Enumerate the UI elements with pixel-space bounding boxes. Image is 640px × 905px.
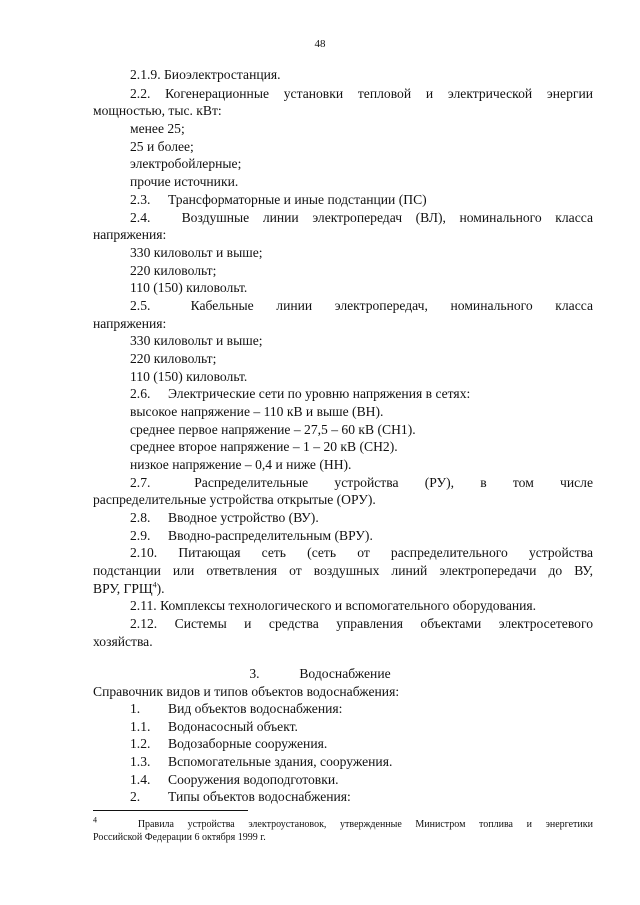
item-text: Водонасосный объект. [168, 719, 298, 734]
item-2-1-9: 2.1.9. Биоэлектростанция. [130, 67, 281, 82]
water-item-1-3 [130, 753, 593, 770]
item-text: Вид объектов водоснабжения: [168, 701, 343, 716]
item-2-3 [130, 191, 593, 208]
item-number: 2.7. [130, 475, 151, 490]
list-item: высокое напряжение – 110 кВ и выше (ВН). [130, 404, 384, 419]
item-text: Типы объектов водоснабжения: [168, 789, 351, 804]
item-number: 1.3. [130, 754, 151, 769]
item-2-10: 2.10. Питающая сеть (сеть от распределительного устройства [130, 545, 593, 560]
water-item-1 [130, 700, 593, 717]
item-2-4 [130, 209, 593, 226]
list-item: 330 киловольт и выше; [130, 245, 263, 260]
list-item: 220 киловольт; [130, 351, 217, 366]
list-item: среднее первое напряжение – 27,5 – 60 кВ (СН1). [130, 422, 416, 437]
footnote-divider [93, 810, 248, 811]
item-text: Электрические сети по уровню напряжения в сетях: [168, 386, 471, 401]
item-2-5 [130, 297, 593, 314]
item-2-5-cont: напряжения: [93, 316, 167, 331]
page-number: 48 [314, 38, 326, 50]
item-number: 2.8. [130, 510, 151, 525]
item-2-7-cont: распределительные устройства открытые (ОРУ). [93, 492, 376, 507]
item-number: 1.2. [130, 736, 151, 751]
section-intro: Справочник видов и типов объектов водоснабжения: [93, 684, 400, 699]
water-item-1-2 [130, 735, 593, 752]
item-number: 2.9. [130, 528, 151, 543]
water-item-1-4 [130, 771, 593, 788]
footnote-ref[interactable]: 4 [152, 580, 157, 590]
item-number: 2. [130, 789, 141, 804]
item-2-12-cont: хозяйства. [93, 634, 153, 649]
item-number: 2.4. [130, 210, 151, 225]
list-item: 110 (150) киловольт. [130, 369, 248, 384]
footnote-text-cont: Российской Федерации 6 октября 1999 г. [93, 832, 266, 843]
water-item-2 [130, 788, 593, 805]
item-2-7 [130, 474, 593, 491]
list-item: среднее второе напряжение – 1 – 20 кВ (СН2). [130, 439, 398, 454]
item-number: 2.5. [130, 298, 151, 313]
item-number: 1. [130, 701, 141, 716]
item-2-10-cont: подстанции или ответвления от воздушных линий электропередачи до ВУ, [93, 563, 593, 578]
water-item-1-1 [130, 718, 593, 735]
list-item: 220 киловольт; [130, 263, 217, 278]
item-text: Кабельные линии электропередач, номинального класса [190, 298, 593, 313]
item-2-4-cont: напряжения: [93, 227, 167, 242]
list-item: 330 киловольт и выше; [130, 333, 263, 348]
list-item: электробойлерные; [130, 156, 242, 171]
item-text: Трансформаторные и иные подстанции (ПС) [168, 192, 427, 207]
section-number: 3. [249, 666, 260, 681]
item-text: Вспомогательные здания, сооружения. [168, 754, 393, 769]
list-item: 110 (150) киловольт. [130, 280, 248, 295]
item-2-11: 2.11. Комплексы технологического и вспомогательного оборудования. [130, 598, 537, 613]
item-2-12: 2.12. Системы и средства управления объектами электросетевого [130, 616, 593, 631]
section-heading [0, 665, 640, 682]
item-text: Воздушные линии электропередач (ВЛ), номинального класса [181, 210, 593, 225]
item-number: 1.4. [130, 772, 151, 787]
item-2-2-cont: мощностью, тыс. кВт: [93, 103, 222, 118]
item-2-6 [130, 385, 593, 402]
item-text: Распределительные устройства (РУ), в том числе [194, 475, 593, 490]
item-2-8 [130, 509, 593, 526]
list-item: низкое напряжение – 0,4 и ниже (НН). [130, 457, 352, 472]
item-number: 2.6. [130, 386, 151, 401]
item-text: Вводное устройство (ВУ). [168, 510, 319, 525]
item-text: Водозаборные сооружения. [168, 736, 328, 751]
footnote-text: $^4$ Правила устройства электроустановок, утвержденные Министром топлива и энергетики [93, 815, 593, 830]
list-item: 25 и более; [130, 139, 194, 154]
item-2-2: 2.2. Когенерационные установки тепловой и электрической энергии [130, 86, 593, 101]
list-item: менее 25; [130, 121, 185, 136]
item-text: Сооружения водоподготовки. [168, 772, 339, 787]
section-title: Водоснабжение [299, 666, 391, 681]
item-2-10-end: ВРУ, ГРЩ$^4$). [93, 580, 165, 596]
footnote-mark: 4 [93, 815, 97, 825]
item-text: Вводно-распределительным (ВРУ). [168, 528, 373, 543]
item-number: 1.1. [130, 719, 151, 734]
item-number: 2.3. [130, 192, 151, 207]
list-item: прочие источники. [130, 174, 239, 189]
item-2-9 [130, 527, 593, 544]
